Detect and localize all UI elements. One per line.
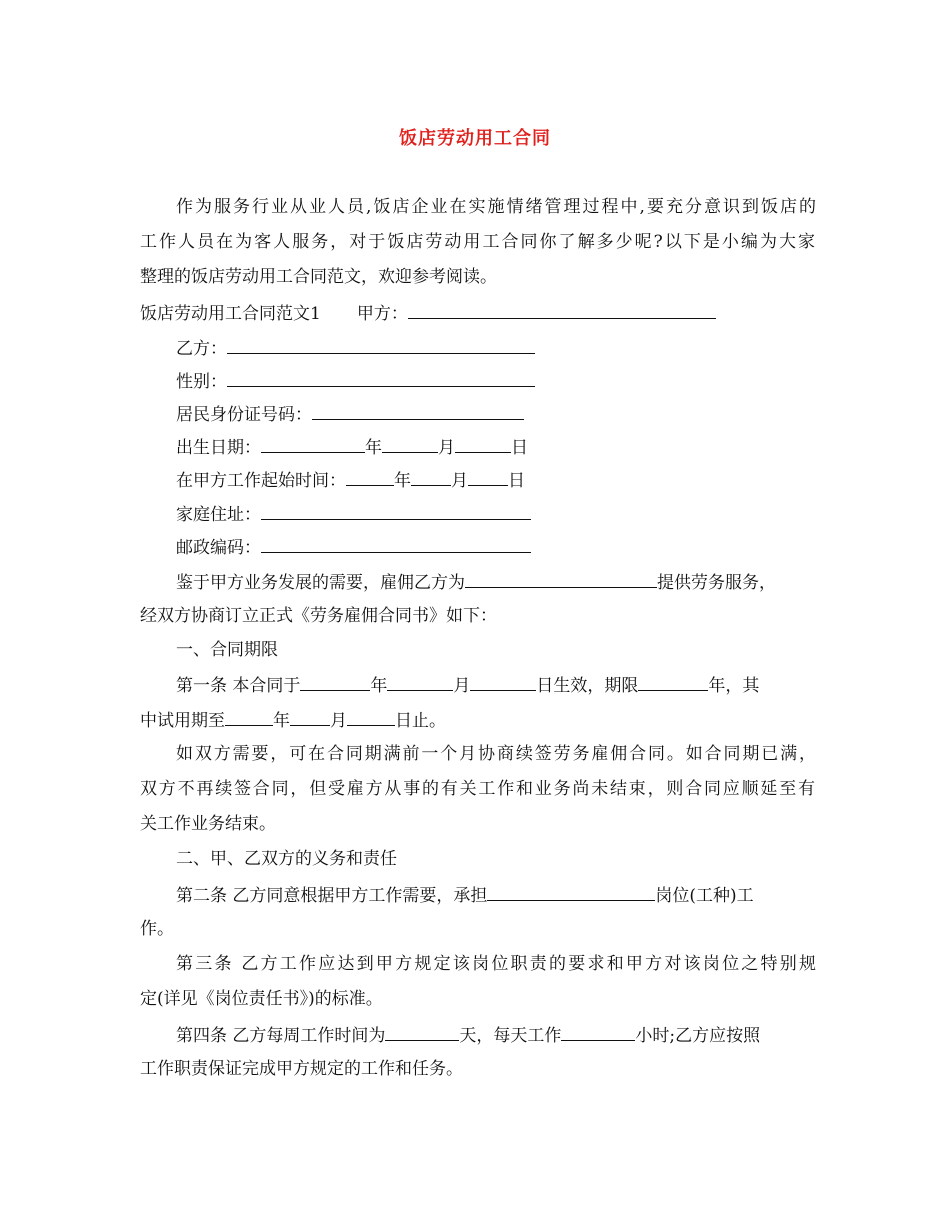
article2-line-1: [176, 882, 816, 908]
postcode-label: 邮政编码：: [176, 538, 261, 558]
postcode-blank: [261, 534, 531, 553]
postcode-row: [176, 534, 816, 560]
birth-year-blank: [261, 434, 365, 453]
trial-year-label: 年: [273, 711, 290, 731]
party-b-blank: [227, 335, 535, 354]
article1-month-label: 月: [453, 676, 471, 696]
article1-text-c: 年，其: [708, 676, 760, 696]
article4-line-2: 工作职责保证完成甲方规定的工作和任务。: [140, 1059, 463, 1079]
article4-line-1: [176, 1022, 816, 1048]
article1-line-2: [140, 707, 815, 733]
intro-line-1: 作为服务行业从业人员,饭店企业在实施情绪管理过程中,要充分意识到饭店的: [176, 197, 816, 217]
article4-text-c: 小时;乙方应按照: [635, 1026, 761, 1046]
article4-text-a: 第四条 乙方每周工作时间为: [176, 1026, 386, 1046]
start-month-blank: [411, 467, 451, 486]
birth-day-label: 日: [511, 438, 528, 458]
intro-line-3: 整理的饭店劳动用工合同范文，欢迎参考阅读。: [140, 267, 497, 287]
start-day-blank: [468, 467, 508, 486]
party-b-row: [176, 335, 816, 361]
address-blank: [261, 501, 531, 520]
trial-day-blank: [347, 707, 395, 726]
sample-heading: 饭店劳动用工合同范文1: [140, 304, 321, 324]
birth-month-blank: [382, 434, 438, 453]
birth-year-label: 年: [365, 438, 382, 458]
start-time-row: [176, 467, 816, 493]
party-b-label: 乙方：: [176, 339, 227, 359]
start-month-label: 月: [451, 471, 468, 491]
article2-post-blank: [487, 882, 655, 901]
intro-line-2: 工作人员在为客人服务，对于饭店劳动用工合同你了解多少呢?以下是小编为大家: [140, 232, 815, 252]
article1-text-a: 第一条 本合同于: [176, 676, 301, 696]
trial-month-label: 月: [330, 711, 347, 731]
gender-label: 性别：: [176, 372, 227, 392]
article3-line-1: 第三条 乙方工作应达到甲方规定该岗位职责的要求和甲方对该岗位之特别规: [176, 954, 816, 974]
id-number-row: [176, 401, 816, 427]
article2-line-2: 作。: [140, 919, 174, 939]
article1-day-blank: [470, 672, 536, 691]
section2-heading: 二、甲、乙双方的义务和责任: [176, 849, 397, 869]
preamble-text-a: 鉴于甲方业务发展的需要，雇佣乙方为: [176, 573, 465, 593]
article2-text-a: 第二条 乙方同意根据甲方工作需要，承担: [176, 886, 488, 906]
article1-line-1: [176, 672, 816, 698]
trial-year-blank: [225, 707, 273, 726]
preamble-line-1: [176, 569, 816, 595]
preamble-text-b: 提供劳务服务，: [657, 573, 776, 593]
birth-date-row: [176, 434, 816, 460]
document-title: 饭店劳动用工合同: [399, 128, 551, 149]
birth-month-label: 月: [438, 438, 455, 458]
article4-text-b: 天，每天工作: [459, 1026, 562, 1046]
id-number-label: 居民身份证号码：: [176, 405, 312, 425]
start-day-label: 日: [508, 471, 525, 491]
address-label: 家庭住址：: [176, 505, 261, 525]
address-row: [176, 501, 816, 527]
party-a-blank: [408, 300, 716, 319]
preamble-blank: [465, 569, 657, 588]
article1-month-blank: [387, 672, 453, 691]
start-year-blank: [346, 467, 394, 486]
birth-day-blank: [455, 434, 511, 453]
sample-heading-row: [140, 300, 815, 326]
section1-heading: 一、合同期限: [176, 640, 278, 660]
article1-year-label: 年: [370, 676, 388, 696]
article2-text-b: 岗位(工种)工: [655, 886, 754, 906]
id-number-blank: [312, 401, 524, 420]
trial-month-blank: [290, 707, 330, 726]
renew-line-1: 如双方需要，可在合同期满前一个月协商续签劳务雇佣合同。如合同期已满，: [176, 744, 816, 764]
article1-text-d: 中试用期至: [140, 711, 225, 731]
start-time-label: 在甲方工作起始时间：: [176, 471, 346, 491]
article1-term-blank: [638, 672, 708, 691]
birth-date-label: 出生日期：: [176, 438, 261, 458]
article1-text-b: 日生效，期限: [536, 676, 639, 696]
article1-year-blank: [300, 672, 370, 691]
article4-days-blank: [385, 1022, 459, 1041]
renew-line-3: 关工作业务结束。: [140, 814, 276, 834]
article1-text-e: 日止。: [395, 711, 446, 731]
gender-blank: [227, 368, 535, 387]
party-a-label: 甲方：: [356, 304, 408, 324]
start-year-label: 年: [394, 471, 411, 491]
gender-row: [176, 368, 816, 394]
article3-line-2: 定(详见《岗位责任书》)的标准。: [140, 989, 383, 1009]
renew-line-2: 双方不再续签合同，但受雇方从事的有关工作和业务尚未结束，则合同应顺延至有: [140, 779, 815, 799]
article4-hours-blank: [561, 1022, 635, 1041]
preamble-line-2: 经双方协商订立正式《劳务雇佣合同书》如下：: [140, 606, 497, 626]
